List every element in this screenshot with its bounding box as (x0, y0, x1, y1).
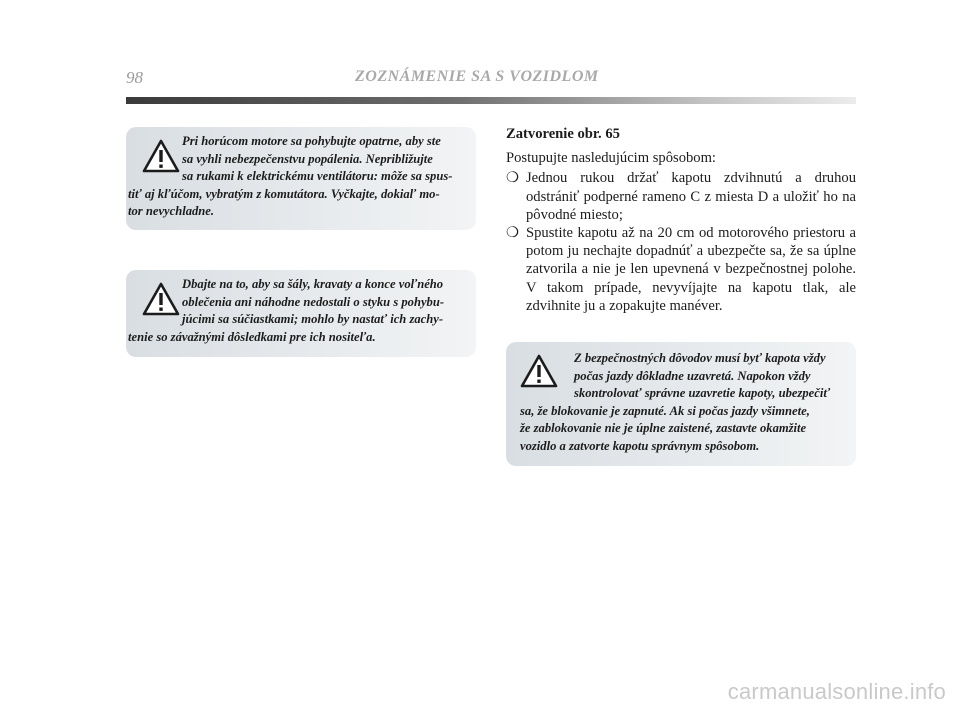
section-title: Zatvorenie obr. 65 (506, 126, 620, 142)
warning-line: sa vyhli nebezpečenstvu popálenia. Nepribližujte (182, 151, 433, 166)
section-intro: Postupujte nasledujúcim spôsobom: (506, 150, 716, 167)
list-item (506, 224, 856, 315)
warning-line: sa, že blokovanie je zapnuté. Ak si počas jazdy všimnete, (520, 403, 810, 418)
circle-bullet-icon: ❍ (506, 225, 520, 242)
warning-line: tiť aj kľúčom, vybratým z komutátora. Vyčkajte, dokiaľ mo- (128, 186, 440, 201)
warning-line: Dbajte na to, aby sa šály, kravaty a konce voľného (182, 277, 444, 291)
closing-instructions (506, 125, 856, 315)
warning-box-loose-clothing (126, 270, 476, 357)
warning-text (128, 276, 462, 346)
instruction-list (506, 169, 856, 315)
watermark: carmanualsonline.info (727, 679, 946, 704)
list-item-text: Jednou rukou držať kapotu zdvihnutú a druhou odstrániť podperné rameno C z miesta D a uložiť ho na pôvodné miesto; (526, 170, 856, 223)
warning-box-hood-closed (506, 342, 856, 466)
warning-line: že zablokovanie nie je úplne zaistené, zastavte okamžite (520, 421, 807, 435)
warning-line: tor nevychladne. (128, 204, 215, 218)
warning-line: Pri horúcom motore sa pohybujte opatrne, aby ste (182, 134, 441, 148)
page-header-title: ZOZNÁMENIE SA S VOZIDLOM (355, 68, 599, 85)
circle-bullet-icon: ❍ (506, 170, 520, 187)
warning-line: tenie so závažnými dôsledkami pre ich nositeľa. (128, 329, 376, 344)
page-number: 98 (126, 68, 143, 87)
warning-line: počas jazdy dôkladne uzavretá. Napokon vždy (574, 368, 811, 383)
warning-line: Z bezpečnostných dôvodov musí byť kapota vždy (574, 351, 826, 365)
warning-line: oblečenia ani náhodne nedostali o styku s pohybu- (182, 294, 445, 309)
warning-text (520, 350, 844, 455)
warning-line: júcimi sa súčiastkami; mohlo by nastať ich zachy- (182, 312, 444, 326)
warning-line: vozidlo a zatvorte kapotu správnym spôsobom. (520, 438, 760, 453)
list-item-text: Spustite kapotu až na 20 cm od motorového priestoru a potom ju nechajte dopadnúť a ubezpečte sa, že sa úplne zatvorila a nie je len upevnená v bezpečnostnej polohe. V takom prípade, nevyvíjajte na kapotu tlak, ale zdvihnite ju a zopakujte manéver. (526, 225, 856, 314)
warning-box-hot-engine (126, 127, 476, 230)
warning-line: sa rukami k elektrickému ventilátoru: môže sa spus- (182, 169, 453, 183)
warning-text (128, 133, 462, 221)
warning-line: skontrolovať správne uzavretie kapoty, ubezpečiť (574, 386, 831, 400)
header-rule (126, 97, 856, 104)
list-item (506, 169, 856, 224)
